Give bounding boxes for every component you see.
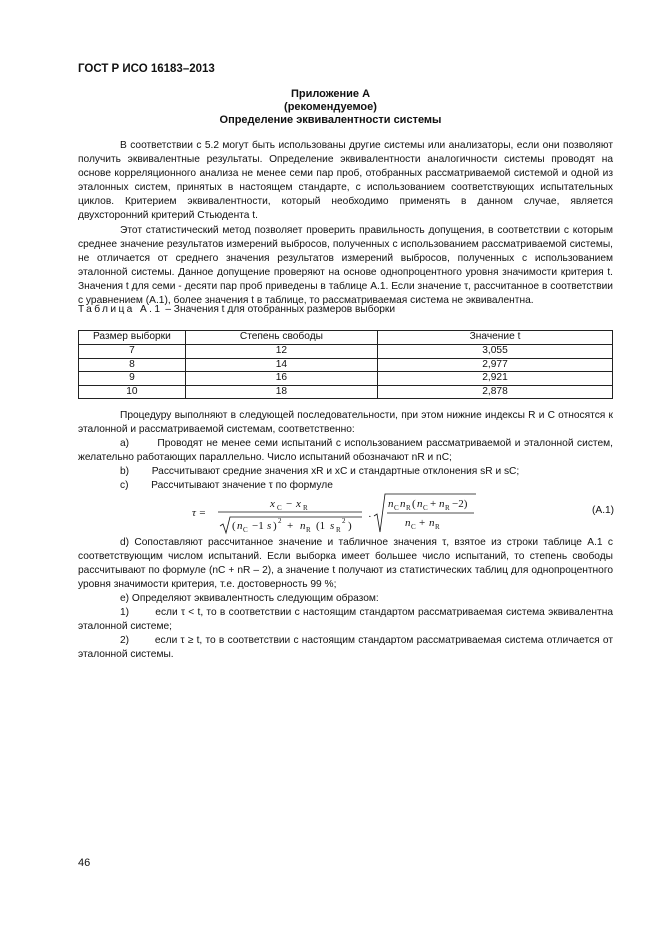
svg-text:τ =: τ =	[192, 507, 207, 519]
svg-text:C: C	[423, 504, 428, 512]
svg-text:(1: (1	[316, 520, 326, 532]
table-cell: 10	[79, 385, 186, 399]
svg-text:R: R	[435, 523, 440, 531]
step-a: а) Проводят не менее семи испытаний с использованием рассматриваемой и эталонной систем, желательно работающих параллельно. Число испытаний обозначают nR и nC;	[78, 438, 616, 464]
svg-text:+: +	[430, 498, 437, 510]
table-header-row	[79, 331, 613, 345]
svg-text:x: x	[270, 498, 275, 510]
table-cell: 9	[79, 372, 186, 386]
column-header: Степень свободы	[185, 331, 377, 345]
annex-subtitle: Определение эквивалентности системы	[219, 114, 442, 126]
table-cell: 2,921	[378, 372, 613, 386]
svg-text:−: −	[286, 498, 293, 510]
table-cell: 18	[185, 385, 377, 399]
svg-text:x: x	[296, 498, 301, 510]
table-caption	[78, 303, 395, 317]
table-caption-text: – Значения t для отобранных размеров выборки	[165, 304, 396, 315]
svg-text:−1: −1	[252, 520, 264, 532]
paragraph-method: Этот статистический метод позволяет проверить правильность допущения, в соответствии с которым среднее значение результатов измерений выбросов, полученных с использованием рассматриваемой системы, не отличается от среднего значения результатов измерений выбросов, полученных с использованием эталонной системы. Данное допущение проверяют на основе однопроцентного уровня значимости критерия t. Значения t для семи - десяти пар проб приведены в таблице А.1. Если значение τ, рассчитанное в соответствии с уравнением (А.1), более значения t в таблице, то рассматриваемая система не эквивалентна.	[78, 225, 613, 307]
table-cell: 8	[79, 358, 186, 372]
svg-text:n: n	[429, 517, 435, 529]
svg-text:n: n	[388, 498, 394, 510]
formula-a1	[190, 492, 490, 536]
table-cell: 2,878	[378, 385, 613, 399]
svg-text:R: R	[445, 504, 450, 512]
svg-text:·: ·	[368, 511, 372, 523]
table-row	[79, 372, 613, 386]
table-row	[79, 345, 613, 359]
svg-text:2: 2	[342, 517, 346, 525]
svg-text:n: n	[439, 498, 445, 510]
table-row	[79, 385, 613, 399]
annex-status: (рекомендуемое)	[284, 101, 377, 113]
column-header: Значение t	[378, 331, 613, 345]
table-cell: 3,055	[378, 345, 613, 359]
svg-text:n: n	[405, 517, 411, 529]
table-cell: 14	[185, 358, 377, 372]
page-number: 46	[78, 857, 91, 869]
case-1: 1) если τ < t, то в соответствии с настоящим стандартом рассматриваемая система эквивалентна эталонной системе;	[78, 607, 616, 633]
table-cell: 12	[185, 345, 377, 359]
document-header: ГОСТ Р ИСО 16183–2013	[78, 63, 215, 75]
svg-text:n: n	[300, 520, 306, 532]
step-c: c) Рассчитывают значение τ по формуле	[120, 480, 333, 491]
paragraph-procedure: Процедуру выполняют в следующей последовательности, при этом нижние индексы R и C относятся к эталонной и рассматриваемой системам, соответственно:	[78, 410, 613, 436]
table-cell: 2,977	[378, 358, 613, 372]
svg-text:R: R	[306, 526, 311, 534]
svg-text:C: C	[277, 504, 282, 512]
svg-text:): )	[273, 520, 277, 532]
paragraph-d: d) Сопоставляют рассчитанное значение и табличное значения τ, взятое из строки таблице А.1 с соответствующим числом испытаний. Если выборка имеет большее число испытаний, то степень свободы рассчитывают по формуле (nC + nR – 2), а значение t получают из статистических таблиц для однопроцентного уровня значимости критерия, т.е. достоверность 99 %;	[78, 537, 613, 591]
svg-text:2: 2	[278, 517, 282, 525]
table-cell: 7	[79, 345, 186, 359]
svg-text:R: R	[406, 504, 411, 512]
svg-text:(: (	[232, 520, 236, 532]
svg-text:s: s	[267, 520, 272, 532]
case-2: 2) если τ ≥ t, то в соответствии с настоящим стандартом рассматриваемая система отличается от эталонной системы.	[78, 635, 616, 661]
annex-title: Приложение А	[290, 88, 371, 100]
svg-text:C: C	[411, 523, 416, 531]
svg-text:−2): −2)	[452, 498, 468, 510]
svg-text:R: R	[336, 526, 341, 534]
svg-text:n: n	[237, 520, 243, 532]
svg-text:n: n	[400, 498, 406, 510]
table-row	[79, 358, 613, 372]
paragraph-e: е) Определяют эквивалентность следующим образом:	[120, 593, 379, 604]
svg-text:s: s	[330, 520, 335, 532]
svg-text:n: n	[417, 498, 423, 510]
svg-text:C: C	[243, 526, 248, 534]
table-cell: 16	[185, 372, 377, 386]
svg-text:): )	[348, 520, 352, 532]
t-values-table	[78, 330, 613, 399]
svg-text:+: +	[419, 517, 426, 529]
step-b: b) Рассчитывают средние значения xR и xC и стандартные отклонения sR и sC;	[120, 466, 520, 477]
svg-text:(: (	[412, 498, 416, 510]
column-header: Размер выборки	[79, 331, 186, 345]
table-caption-prefix: Таблица А.1	[78, 304, 163, 315]
svg-text:R: R	[303, 504, 308, 512]
formula-number: (А.1)	[592, 505, 615, 516]
paragraph-intro: В соответствии с 5.2 могут быть использованы другие системы или анализаторы, если они позволяют получить эквивалентные результаты. Определение эквивалентности аналогичности системы проводят на основе корреляционного анализа не менее семи пар проб, отобранных рассматриваемой системой и одной из эталонных систем, принятых в настоящем стандарте, с использованием соответствующих испытательных циклов. Критерием эквивалентности, который необходимо применять в данном случае, является двухсторонний критерий Стьюдента t.	[78, 140, 613, 222]
svg-text:C: C	[394, 504, 399, 512]
svg-text:+: +	[287, 520, 294, 532]
